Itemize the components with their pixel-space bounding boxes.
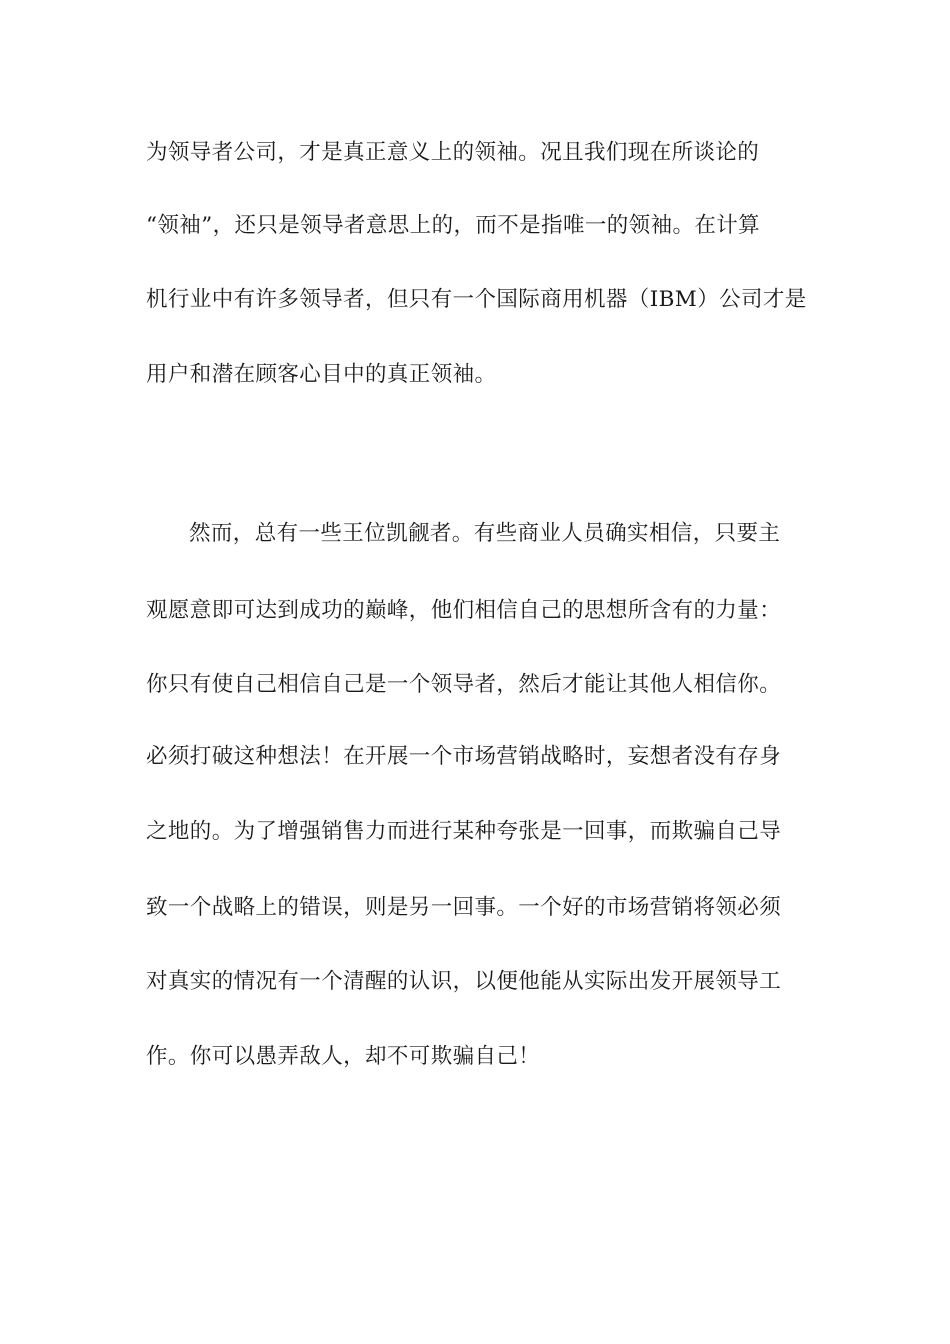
paragraph-2-line-6: 致一个战略上的错误，则是另一回事。一个好的市场营销将领必须	[146, 895, 782, 920]
paragraph-2-line-4: 必须打破这种想法！在开展一个市场营销战略时，妄想者没有存身	[146, 744, 782, 769]
paragraph-1-line-4: 用户和潜在顾客心目中的真正领袖。	[146, 362, 497, 387]
paragraph-1-line-2: “领袖”，还只是领导者意思上的，而不是指唯一的领袖。在计算	[146, 213, 761, 238]
paragraph-1-line-1: 为领导者公司，才是真正意义上的领袖。况且我们现在所谈论的	[146, 140, 760, 165]
paragraph-2-line-8: 作。你可以愚弄敌人，却不可欺骗自己！	[146, 1044, 541, 1069]
paragraph-2-line-1: 然而，总有一些王位凯觎者。有些商业人员确实相信，只要主	[189, 521, 781, 546]
paragraph-2-line-5: 之地的。为了增强销售力而进行某种夸张是一回事，而欺骗自己导	[146, 819, 782, 844]
paragraph-2-line-7: 对真实的情况有一个清醒的认识，以便他能从实际出发开展领导工	[146, 969, 782, 994]
paragraph-1-line-3: 机行业中有许多领导者，但只有一个国际商用机器（IBM）公司才是	[146, 287, 807, 312]
paragraph-2-line-2: 观愿意即可达到成功的巅峰，他们相信自己的思想所含有的力量：	[146, 598, 782, 623]
paragraph-2-line-3: 你只有使自己相信自己是一个领导者，然后才能让其他人相信你。	[146, 672, 782, 697]
